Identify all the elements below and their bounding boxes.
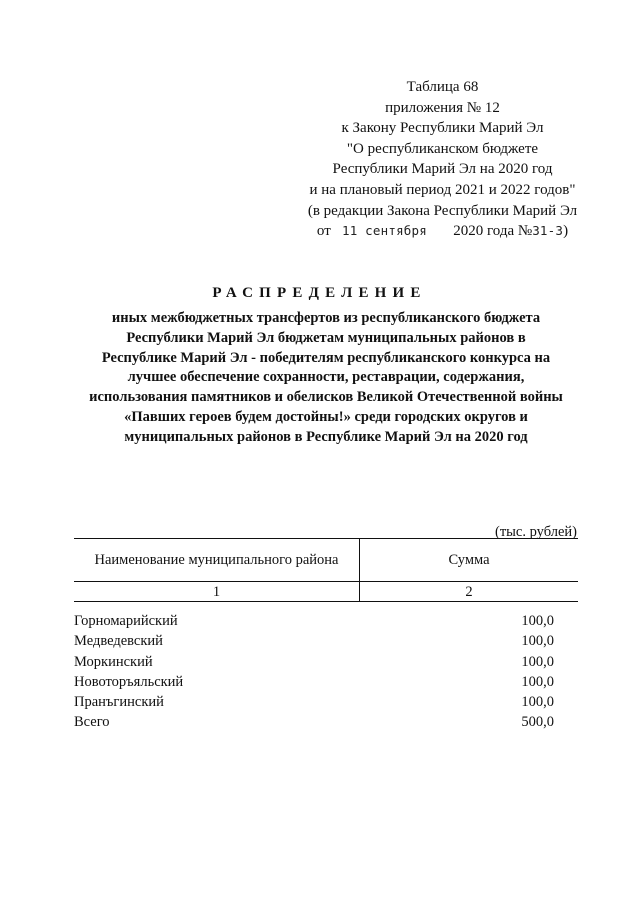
table-row — [74, 611, 554, 631]
district-amount: 100,0 — [521, 633, 554, 650]
header-law-ref: к Закону Республики Марий Эл — [341, 120, 544, 137]
header-law-title-3: и на плановый период 2021 и 2022 годов" — [309, 181, 576, 198]
header-edition-date-line — [300, 221, 585, 242]
header-law-number: 31-3 — [532, 223, 564, 239]
district-name: Горномарийский — [74, 613, 178, 629]
subtitle-line: муниципальных районов в Республике Марий Эл на 2020 год — [124, 428, 528, 445]
distribution-table-header — [74, 538, 578, 602]
document-header — [300, 77, 585, 242]
subtitle-line: Республике Марий Эл - победителям республиканского конкурса на — [101, 349, 551, 366]
header-date-year: 2020 года № — [453, 223, 533, 240]
total-label: Всего — [74, 714, 110, 731]
header-handwritten-date: 11 сентября — [342, 223, 427, 239]
subtitle-line: использования памятников и обелисков Великой Отечественной войны — [89, 389, 563, 406]
subtitle-line: Республики Марий Эл бюджетам муниципальных районов в — [126, 329, 526, 346]
column-header-district: Наименование муниципального района — [74, 539, 360, 582]
district-amount: 100,0 — [521, 673, 554, 690]
district-amount: 100,0 — [521, 694, 554, 711]
distribution-table-body — [74, 611, 554, 733]
header-appendix: приложения № 12 — [385, 99, 500, 116]
district-name: Медведевский — [74, 633, 163, 650]
document-title: РАСПРЕДЕЛЕНИЕ — [212, 285, 427, 301]
subtitle-line: иных межбюджетных трансфертов из республиканского бюджета — [111, 310, 541, 326]
header-table-number: Таблица 68 — [406, 79, 479, 95]
total-amount: 500,0 — [521, 714, 554, 731]
table-column-numbers-row — [74, 582, 578, 602]
district-name: Моркинский — [74, 653, 153, 670]
district-amount: 100,0 — [521, 613, 554, 629]
table-row — [74, 652, 554, 672]
subtitle-line: «Павших героев будем достойны!» среди городских округов и — [124, 408, 528, 425]
subtitle-line: лучшее обеспечение сохранности, реставрации, содержания, — [127, 369, 525, 386]
column-number-1: 1 — [74, 582, 360, 602]
table-row-total — [74, 712, 554, 732]
table-header-row — [74, 539, 578, 582]
table-row — [74, 692, 554, 712]
district-amount: 100,0 — [521, 653, 554, 670]
document-subtitle — [70, 309, 582, 448]
header-law-title-1: "О республиканском бюджете — [346, 140, 539, 157]
district-name: Новоторъяльский — [74, 673, 184, 690]
units-label: (тыс. рублей) — [495, 524, 577, 540]
table-row — [74, 672, 554, 692]
column-header-amount: Сумма — [360, 539, 579, 582]
header-date-prefix: от — [316, 223, 331, 240]
table-row — [74, 631, 554, 651]
column-number-2: 2 — [360, 582, 579, 602]
header-law-title-2: Республики Марий Эл на 2020 год — [332, 161, 553, 178]
district-name: Пранъгинский — [74, 694, 164, 711]
header-edition: (в редакции Закона Республики Марий Эл — [307, 202, 578, 219]
header-closing-paren: ) — [563, 223, 569, 240]
